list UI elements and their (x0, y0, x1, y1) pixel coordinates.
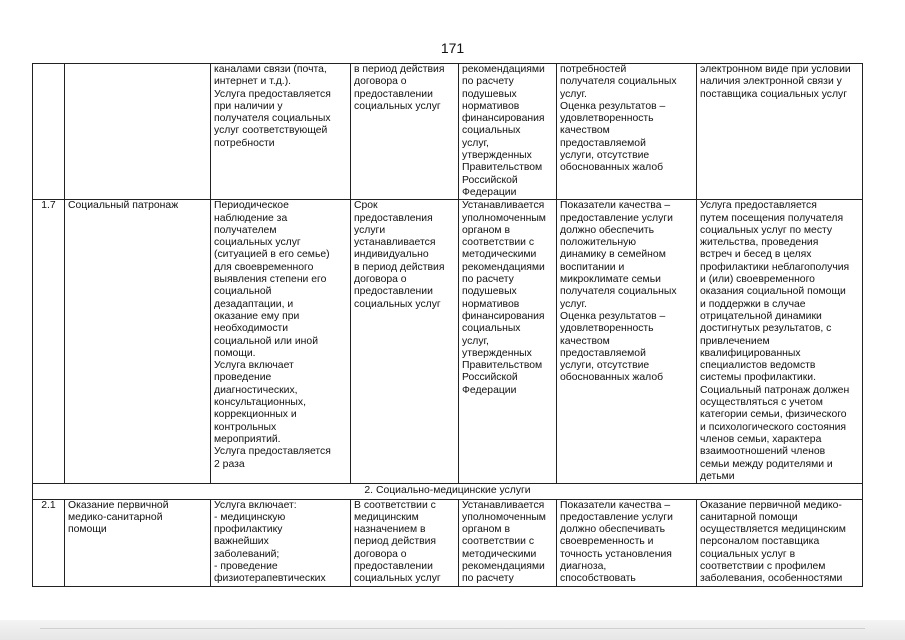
service-conditions: электронном виде при условии наличия электронной связи у поставщика социальных услуг (697, 64, 863, 200)
services-table (32, 63, 863, 587)
service-name: Социальный патронаж (65, 200, 211, 484)
section-row (33, 484, 863, 499)
table-row (33, 64, 863, 200)
table-row (33, 499, 863, 586)
service-quality: Показатели качества – предоставление услуги должно обеспечить положительную динамику в семейном воспитании и микроклимате семьи получателя социальных услуг. Оценка результатов – удовлетворенность качеством предоставляемой услуги, отсутствие обоснованных жалоб (557, 200, 697, 484)
section-title: 2. Социально-медицинские услуги (33, 484, 863, 499)
scan-bottom-strip (0, 620, 905, 640)
service-tariff: Устанавливается уполномоченным органом в соответствии с методическими рекомендациями по расчету подушевых нормативов финансирования социальных услуг, утвержденных Правительством Российской Федерации (459, 200, 557, 484)
service-quality: потребностей получателя социальных услуг. Оценка результатов – удовлетворенность качеством предоставляемой услуги, отсутствие обоснованных жалоб (557, 64, 697, 200)
row-number: 1.7 (33, 200, 65, 484)
service-term: в период действия договора о предоставлении социальных услуг (351, 64, 459, 200)
service-description: каналами связи (почта, интернет и т.д.). Услуга предоставляется при наличии у получателя социальных услуг соответствующей потребности (211, 64, 351, 200)
service-tariff: Устанавливается уполномоченным органом в соответствии с методическими рекомендациями по расчету (459, 499, 557, 586)
service-tariff: рекомендациями по расчету подушевых нормативов финансирования социальных услуг, утвержденных Правительством Российской Федерации (459, 64, 557, 200)
service-description: Периодическое наблюдение за получателем социальных услуг (ситуацией в его семье) для своевременного выявления степени его социальной дезадаптации, и оказание ему при необходимости социальной или иной помощи. Услуга включает проведение диагностических, консультационных, коррекционных и контрольных мероприятий. Услуга предоставляется 2 раза (211, 200, 351, 484)
service-name (65, 64, 211, 200)
row-number: 2.1 (33, 499, 65, 586)
table-row (33, 200, 863, 484)
service-description: Услуга включает: - медицинскую профилактику важнейших заболеваний; - проведение физиотерапевтических (211, 499, 351, 586)
service-conditions: Оказание первичной медико- санитарной помощи осуществляется медицинским персоналом поставщика социальных услуг в соответствии с профилем заболевания, особенностями (697, 499, 863, 586)
service-name: Оказание первичной медико-санитарной помощи (65, 499, 211, 586)
page-number: 171 (440, 40, 465, 56)
service-term: В соответствии с медицинским назначением в период действия договора о предоставлении социальных услуг (351, 499, 459, 586)
service-quality: Показатели качества – предоставление услуги должно обеспечивать своевременность и точность установления диагноза, способствовать (557, 499, 697, 586)
service-conditions: Услуга предоставляется путем посещения получателя социальных услуг по месту жительства, проведения встреч и бесед в целях профилактики неблагополучия и (или) своевременного оказания социальной помощи и поддержки в случае отрицательной динамики достигнутых результатов, с привлечением квалифицированных специалистов ведомств системы профилактики. Социальный патронаж должен осуществляться с учетом категории семьи, физического и психологического состояния членов семьи, характера взаимоотношений членов семьи между родителями и детьми (697, 200, 863, 484)
row-number (33, 64, 65, 200)
service-term: Срок предоставления услуги устанавливается индивидуально в период действия договора о предоставлении социальных услуг (351, 200, 459, 484)
